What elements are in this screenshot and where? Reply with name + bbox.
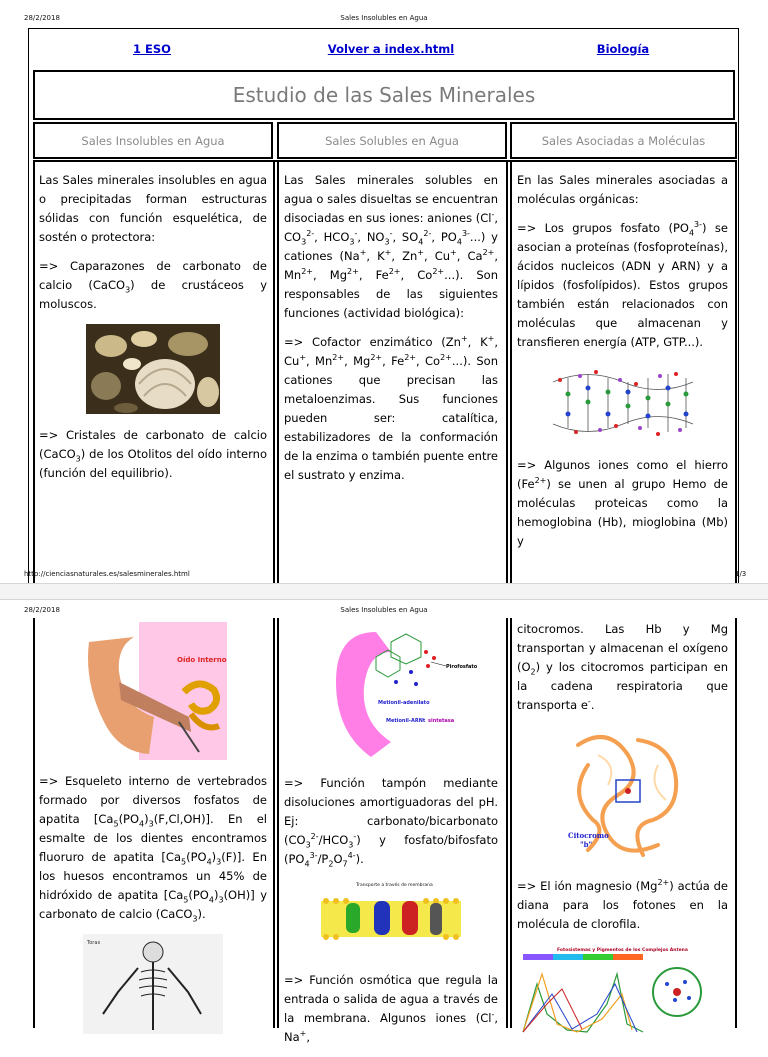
skeleton-illustration (83, 934, 223, 1034)
cytochrome-diagram (548, 725, 698, 865)
column-text-soluble: Las Sales minerales solubles en agua o sales disueltas se encuentran disociadas en sus iones: aniones (Cl-, $CO_3^{2-}$, $HCO_3^-$, $NO_3^-$, $SO_4^{2-}$, $PO_4^{3-}$...) y cationes (Na+, K+, Zn+, Cu+, $Ca^{2+}$, $Mn^{2+}$, $Mg^{2+}$, $Fe^{2+}$, $Co^{2+}$...). Son responsables de las siguientes funciones (actividad biológica): => Cofactor enzimático (Zn+, K+, Cu+, $Mn^{2+}$, $Mg^{2+}$, $Fe^{2+}$, $Co^{2+}$...). Son cationes que precisan las metaloenzimas. Sus funciones pueden ser: catalítica, estabilizadores de la conformación de la enzima o también puente entre el sustrato y enzima. (284, 173, 499, 482)
dna-diagram (548, 362, 698, 444)
membrane-label: Transporte a través de membrana (356, 883, 433, 888)
nav-link-biologia[interactable]: Biología (596, 42, 650, 56)
nav-link-index[interactable]: Volver a index.html (327, 42, 455, 56)
trna-label-adenylate: Metionil-adenilato (378, 700, 430, 706)
print-page-number: 1/3 (735, 570, 747, 578)
column-text-soluble-cont: Pirofosfato Metionil-adenilato Metionil-ARNt sintetasa => Función tampón mediante disoluciones amortiguadoras del pH. Ej: carbonato/bicarbonato $(CO_3^{2-}/HCO_3^-)$ y fosfato/bifosfato $(PO_4^{3-}/P_2O_7^{4-})$. Transporte a través de membrana => Función osmótica que regula la entrada o salida de agua a través de la membrana. Algunos iones (Cl-, Na+, (284, 620, 498, 1057)
trna-label-pyrophosphate: Pirofosfato (446, 664, 478, 670)
print-doc-title: Sales Insolubles en Agua (340, 14, 428, 22)
page-title: Estudio de las Sales Minerales (232, 83, 536, 107)
column-text-associated: En las Sales minerales asociadas a moléculas orgánicas: => Los grupos fosfato $(PO_4^{3-})$ se asocian a proteínas (fosfoproteínas), ácidos nucleicos (ADN y ARN) y a lípidos (fosfolípidos). Estos grupos también están relacionados con moléculas que almacenan y transfieren energía (ATP, GTP...). => Algunos iones como el hierro $(Fe^{2+})$ se unen al grupo Hemo de moléculas proteicas como la hemoglobina (Hb), mioglobina (Mb) y (517, 173, 728, 548)
trna-label-trna: Metionil-ARNt (386, 718, 426, 724)
nav-link-1eso[interactable]: 1 ESO (133, 42, 171, 56)
column-header-insoluble: Sales Insolubles en Agua (33, 122, 273, 159)
page-separator (0, 583, 768, 600)
shells-photo (86, 324, 220, 414)
membrane-transport-diagram (316, 879, 466, 959)
print-doc-title: Sales Insolubles en Agua (340, 606, 428, 614)
inner-ear-label: Oído Interno (177, 656, 227, 664)
print-footer-url: http://cienciasnaturales.es/salesminerales.html (24, 570, 190, 578)
chlorophyll-spectrum (517, 944, 727, 1034)
print-page-2 (0, 600, 768, 1044)
column-header-associated: Sales Asociadas a Moléculas (510, 122, 737, 159)
cytochrome-label: Citocromo (567, 831, 609, 840)
column-text-insoluble: Las Sales minerales insolubles en agua o precipitadas forman estructuras sólidas con función esquelética, de sostén o protectora: => Caparazones de carbonato de calcio (CaCO$_3$) de crustáceos y moluscos. => Cristales de carbonato de calcio (CaCO$_3$) de los Otolitos del oído interno (función del equilibrio). (39, 173, 268, 480)
skeleton-label: Torax (87, 940, 101, 946)
inner-ear-diagram (79, 622, 227, 760)
column-text-associated-cont: citocromos. Las Hb y Mg transportan y almacenan el oxígeno $(O_2)$ y los citocromos participan en la cadena respiratoria que transporta e-. Citocromo "b" => El ión magnesio $(Mg^{2+})$ actúa de diana para los fotones en la molécula de clorofila. Fotosistemas y Pigmentos de los Complejos Antena (517, 620, 728, 1046)
column-text-insoluble-cont: Oído Interno => Esqueleto interno de vertebrados formado por diversos fosfatos de apatita $[Ca_5(PO_4)_3(F,Cl,OH)]$. En el esmalte de los dientes encontramos fluoruro de apatita $[Ca_5(PO_4)_3(F)]$. En los huesos encontramos un 45% de hidróxido de apatita $[Ca_5(PO_4)_3(OH)]$ y carbonato de calcio (CaCO$_3$). Torax (39, 620, 267, 1046)
print-date: 28/2/2018 (24, 14, 60, 22)
trna-label-synthetase: sintetasa (428, 718, 455, 724)
column-header-soluble: Sales Solubles en Agua (277, 122, 507, 159)
cytochrome-label-b: "b" (579, 840, 592, 849)
page-title-box (33, 70, 735, 120)
print-date: 28/2/2018 (24, 606, 60, 614)
chlorophyll-label: Fotosistemas y Pigmentos de los Complejos Antena (557, 948, 688, 953)
trna-diagram (316, 622, 478, 762)
